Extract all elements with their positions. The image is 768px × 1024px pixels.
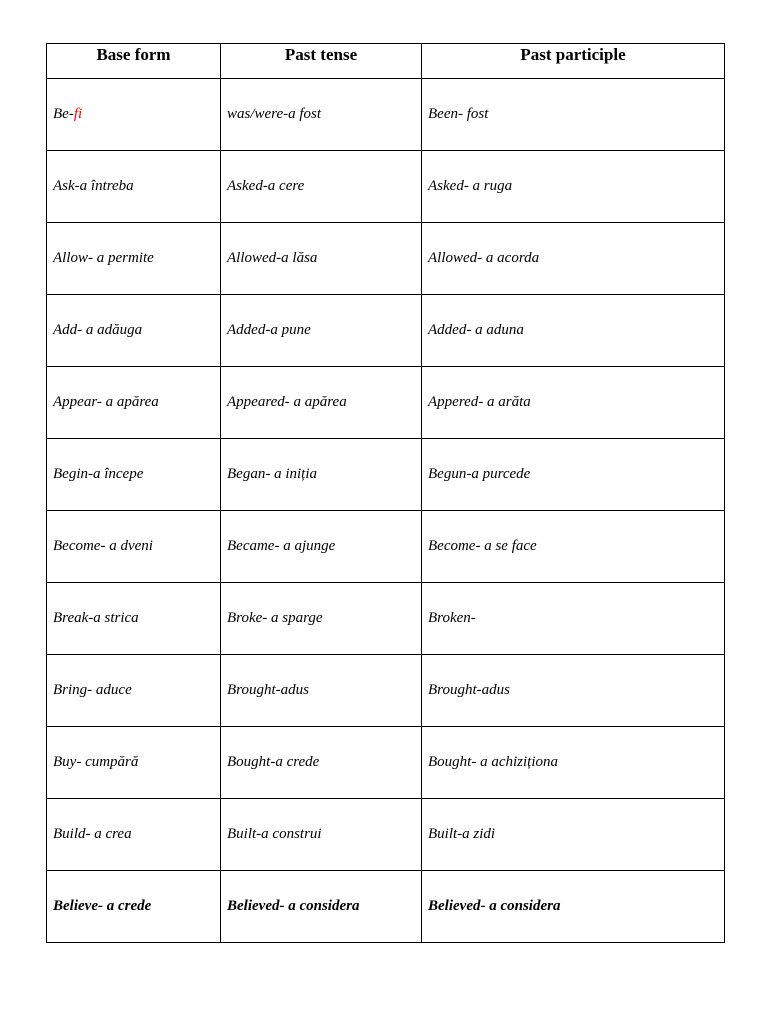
base-form-text: Be- (53, 106, 74, 122)
cell-base-form: Add- a adăuga (47, 295, 221, 367)
cell-past-participle: Bought- a achiziționa (422, 727, 725, 799)
cell-past-participle: Broken- (422, 583, 725, 655)
table-row (47, 439, 725, 511)
cell-past-participle: Brought-adus (422, 655, 725, 727)
table-row (47, 799, 725, 871)
cell-past-tense: was/were-a fost (221, 79, 422, 151)
cell-past-tense: Believed- a considera (221, 871, 422, 943)
cell-past-tense: Broke- a sparge (221, 583, 422, 655)
cell-past-tense: Bought-a crede (221, 727, 422, 799)
cell-past-tense: Asked-a cere (221, 151, 422, 223)
table-row (47, 511, 725, 583)
cell-base-form: Appear- a apărea (47, 367, 221, 439)
cell-past-participle: Asked- a ruga (422, 151, 725, 223)
base-form-translation-highlight: fi (73, 106, 83, 122)
table-row (47, 871, 725, 943)
cell-base-form: Become- a dveni (47, 511, 221, 583)
cell-base-form: Break-a strica (47, 583, 221, 655)
header-past-participle: Past participle (422, 44, 725, 79)
irregular-verbs-table (46, 43, 725, 943)
header-base-form: Base form (47, 44, 221, 79)
cell-past-participle: Appered- a arăta (422, 367, 725, 439)
header-past-tense: Past tense (221, 44, 422, 79)
table-row (47, 727, 725, 799)
cell-past-participle: Allowed- a acorda (422, 223, 725, 295)
cell-past-participle: Begun-a purcede (422, 439, 725, 511)
cell-base-form: Believe- a crede (47, 871, 221, 943)
cell-past-participle: Believed- a considera (422, 871, 725, 943)
cell-base-form: Build- a crea (47, 799, 221, 871)
table-row (47, 223, 725, 295)
cell-past-participle: Been- fost (422, 79, 725, 151)
cell-past-tense: Added-a pune (221, 295, 422, 367)
cell-base-form: Bring- aduce (47, 655, 221, 727)
table-row (47, 655, 725, 727)
cell-past-tense: Became- a ajunge (221, 511, 422, 583)
table-row (47, 295, 725, 367)
cell-base-form: Allow- a permite (47, 223, 221, 295)
cell-past-participle: Added- a aduna (422, 295, 725, 367)
cell-past-tense: Built-a construi (221, 799, 422, 871)
table-header-row (47, 44, 725, 79)
cell-past-participle: Built-a zidi (422, 799, 725, 871)
table-row (47, 79, 725, 151)
cell-past-tense: Appeared- a apărea (221, 367, 422, 439)
cell-base-form (47, 79, 221, 151)
table-row (47, 583, 725, 655)
cell-base-form: Begin-a începe (47, 439, 221, 511)
cell-base-form: Buy- cumpără (47, 727, 221, 799)
cell-base-form: Ask-a întreba (47, 151, 221, 223)
cell-past-tense: Began- a iniția (221, 439, 422, 511)
cell-past-tense: Allowed-a lăsa (221, 223, 422, 295)
table-row (47, 151, 725, 223)
cell-past-tense: Brought-adus (221, 655, 422, 727)
table-row (47, 367, 725, 439)
cell-past-participle: Become- a se face (422, 511, 725, 583)
